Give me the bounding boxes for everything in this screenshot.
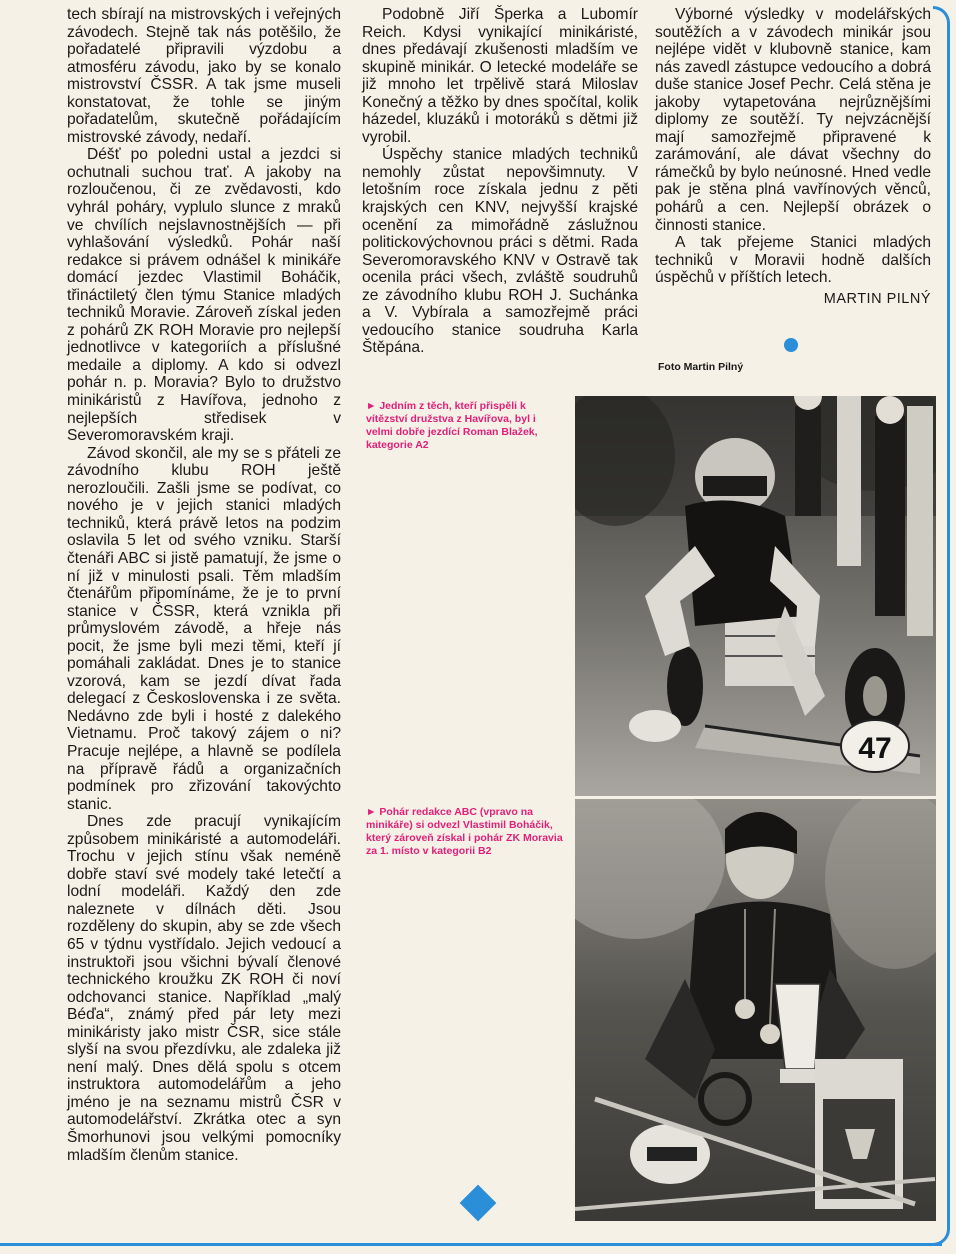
end-mark-dot bbox=[784, 338, 798, 352]
end-diamond-icon bbox=[460, 1185, 497, 1222]
photo-credit: Foto Martin Pilný bbox=[658, 361, 744, 373]
paragraph: Déšť po poledni ustal a jezdci si ochutnali suchou trať. A jakoby na rozloučenou, či ze zvědavosti, kdo vyhrál poháry, vyplulo slunce z mraků ve chvílích nejslavnostnějších — při vyhlašování výsledků. Pohár naší redakce si právem odnášel k minikáře domácí jezdec Vlastimil Boháčik, třináctiletý člen týmu Stanice mladých techniků Moravie. Zároveň získal jeden z pohárů ZK ROH Moravie pro nejlepší jednotlivce v kategoriích a příslušné medaile a diplomy. A kdo si odvezl pohár n. p. Moravia? Bylo to družstvo minikáristů z Havířova, jednoho z nejlepších středisek v Severomoravském kraji. bbox=[67, 146, 341, 445]
article-column-2 bbox=[362, 6, 638, 357]
photo-caption-2 bbox=[366, 806, 564, 858]
caption-text: Pohár redakce ABC (vpravo na minikáře) si odvezl Vlastimil Boháčik, který zároveň získal i pohár ZK Moravia za 1. místo v kategorii B2 bbox=[366, 806, 563, 857]
photo-caption-1 bbox=[366, 400, 564, 452]
paragraph: Podobně Jiří Šperka a Lubomír Reich. Kdysi vynikající minikáristé, dnes předávají zkušenosti mladším ve skupině minikár. O letecké modeláře se již mnoho let trpělivě stará Miloslav Konečný a těžko by dnes spočítal, kolik házedel, kluzáků i motoráků s dětmi již vyrobil. bbox=[362, 6, 638, 146]
paragraph: Výborné výsledky v modelářských soutěžích a v závodech minikár jsou nejlépe vidět v klubovně stanice, kam nás zavedl zástupce vedoucího a dobrá duše stanice Josef Pechr. Celá stěna je jakoby vytapetována nejrůznějšími diplomy ze soutěží. Ty nejvzácnější mají samozřejmě připravené k zarámování, ale dávat všechny do rámečků by bylo neúnosné. Hned vedle pak je stěna plná vavřínových věnců, pohárů a cen. Nejlepší obrázek o činnosti stanice. bbox=[655, 6, 931, 234]
paragraph: tech sbírají na mistrovských i veřejných závodech. Stejně tak nás potěšilo, že pořadatelé připravili výzdobu a atmosféru závodu, jako by se konalo mistrovství ČSSR. A tak jsme museli konstatovat, že tohle se jiným pořadatelům, skutečně pořádajícím mistrovské závody, nedaří. bbox=[67, 6, 341, 146]
caption-text: Jedním z těch, kteří přispěli k vítězství družstva z Havířova, byl i velmi dobře jezdící Roman Blažek, kategorie A2 bbox=[366, 400, 538, 451]
author-byline: MARTIN PILNÝ bbox=[823, 290, 931, 307]
article-column-1 bbox=[67, 6, 341, 1164]
paragraph: Dnes zde pracují vynikajícím způsobem minikáristé a automodeláři. Trochu v jejich stínu však neméně dobře staví své modely také letečtí a lodní modeláři. Každý den zde naleznete v dílnách děti. Jsou rozděleny do skupin, aby se zde všech 65 v týdnu vystřídalo. Jejich vedoucí a instruktoři jsou všichni bývalí členové technického kroužku ZK ROH či noví odchovanci stanice. Například „malý Béďa“, známý před pár lety mezi minikáristy jako mistr ČSR, sice stále slyší na svou přezdívku, ale zdaleka již není malý. Dnes dělá spolu s otcem instruktora automodelářům a jeho jméno je na seznamu mistrů ČSR v automodelářství. Zkrátka otec a syn Šmorhunovi jsou velkými pomocníky mladším členům stanice. bbox=[67, 813, 341, 1164]
kart-number: 47 bbox=[858, 732, 892, 765]
photo-racer-on-kart bbox=[575, 396, 936, 796]
paragraph: A tak přejeme Stanici mladých techniků v Moravii hodně dalších úspěchů v příštích letech. bbox=[655, 234, 931, 287]
photo-winner-with-trophy bbox=[575, 799, 936, 1221]
paragraph: Úspěchy stanice mladých techniků nemohly zůstat nepovšimnuty. V letošním roce získala jednu z pěti krajských cen KNV, nejvyšší krajské ocenění za mimořádně záslužnou politickovýchovnou práci s dětmi. Rada Severomoravského KNV v Ostravě tak ocenila práci všech, zvláště soudruhů ze závodního klubu ROH J. Suchánka a V. Vybírala a samozřejmě práci vedoucího stanice soudruha Karla Štěpána. bbox=[362, 146, 638, 357]
caption-arrow-icon: ► bbox=[366, 400, 380, 412]
article-column-3 bbox=[655, 6, 931, 308]
page-border-bottom bbox=[0, 1243, 942, 1246]
paragraph: Závod skončil, ale my se s přáteli ze závodního klubu ROH ještě nerozloučili. Zašli jsme se podívat, co nového je v jejich stanici mladých techniků, která právě letos na podzim oslavila 5 let od svého vzniku. Starší čtenáři ABC si jistě pamatují, že jsme o ní již v minulosti psali. Těm mladším čtenářům připomínáme, že je to první stanice v ČSSR, která vznikla při průmyslovém závodě, a hřeje nás pocit, že jsme byli mezi těmi, kteří jí pomáhali zakládat. Dnes je to stanice vzorová, kam se jezdí dívat řada delegací z Československa i ze světa. Nedávno zde byli i hosté z dalekého Vietnamu. Proč takový zájem o ni? Pracuje nejlépe, a hlavně se podílela na přípravě řádů a organizačních podmínek pro zřizování takovýchto stanic. bbox=[67, 444, 341, 813]
caption-arrow-icon: ► bbox=[366, 806, 380, 818]
